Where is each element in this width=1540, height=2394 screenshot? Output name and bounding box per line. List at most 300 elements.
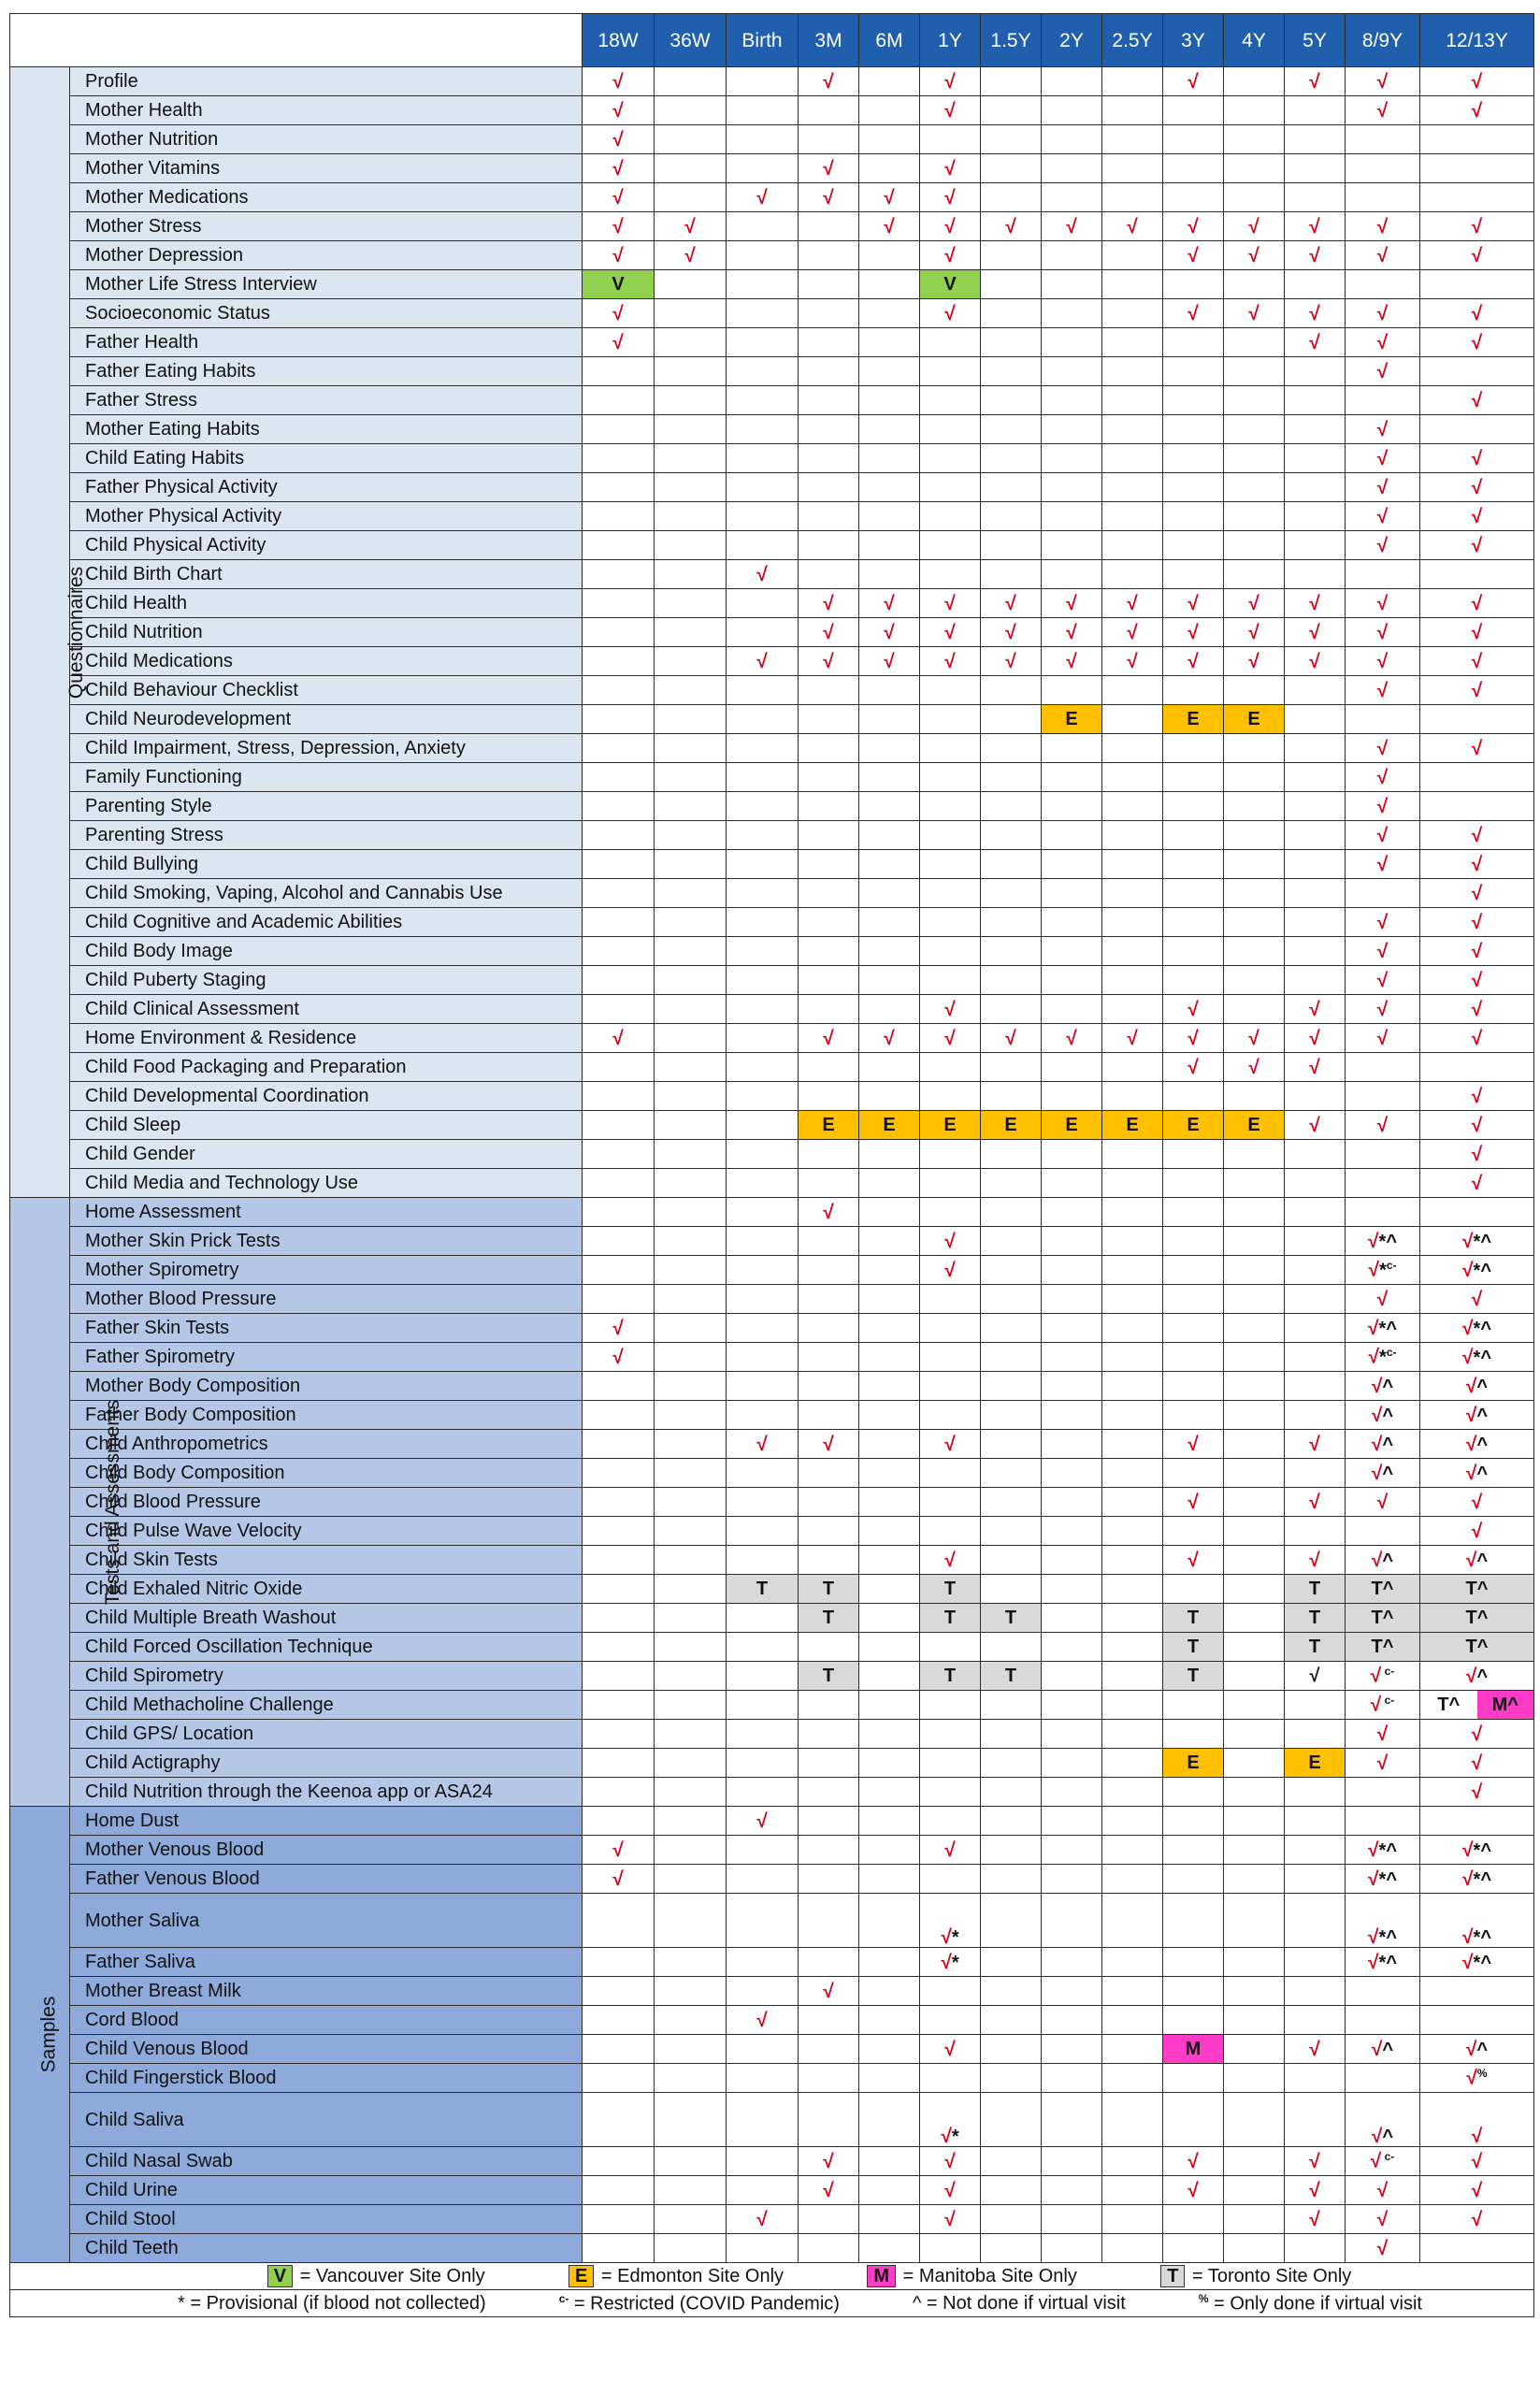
- table-row: [10, 676, 1534, 705]
- schedule-cell: [1285, 1749, 1346, 1778]
- schedule-cell: [583, 1604, 655, 1633]
- table-row: [10, 1140, 1534, 1169]
- header-row: [10, 14, 1534, 67]
- schedule-cell: [1420, 1546, 1534, 1575]
- schedule-cell: [1163, 415, 1224, 444]
- schedule-cell: [799, 2147, 859, 2176]
- schedule-cell: [1285, 1807, 1346, 1836]
- schedule-cell: [583, 328, 655, 357]
- schedule-cell: [583, 1749, 655, 1778]
- schedule-cell: [1163, 647, 1224, 676]
- schedule-cell: [1042, 96, 1102, 125]
- schedule-cell: [1163, 1082, 1224, 1111]
- schedule-cell: [1042, 647, 1102, 676]
- schedule-cell: [655, 1778, 727, 1807]
- schedule-cell: [1163, 1865, 1224, 1894]
- cell-mark: *^: [1378, 1952, 1397, 1973]
- schedule-cell: [583, 444, 655, 473]
- legend-edmonton: E = Edmonton Site Only: [569, 2265, 784, 2287]
- check-mark: √: [1376, 824, 1389, 846]
- schedule-cell: [583, 850, 655, 879]
- schedule-cell: [1346, 1778, 1420, 1807]
- schedule-cell: [981, 618, 1042, 647]
- schedule-cell: [920, 96, 981, 125]
- schedule-cell: [1420, 502, 1534, 531]
- schedule-cell: [1346, 1517, 1420, 1546]
- schedule-cell: [1163, 1633, 1224, 1662]
- schedule-cell: [727, 1459, 799, 1488]
- schedule-cell: [655, 1024, 727, 1053]
- schedule-cell: [583, 299, 655, 328]
- check-mark: √: [1462, 1230, 1474, 1252]
- check-mark: √: [1309, 215, 1320, 238]
- schedule-cell: [727, 676, 799, 705]
- schedule-cell: [920, 1430, 981, 1459]
- schedule-cell: [1102, 2176, 1163, 2205]
- schedule-cell: [920, 1343, 981, 1372]
- schedule-cell: [981, 2205, 1042, 2234]
- schedule-cell: [1224, 1865, 1285, 1894]
- schedule-cell: [920, 1053, 981, 1082]
- schedule-cell: [1285, 1169, 1346, 1198]
- schedule-cell: [1102, 1865, 1163, 1894]
- schedule-cell: [920, 1604, 981, 1633]
- schedule-cell: [655, 995, 727, 1024]
- table-row: [10, 1778, 1534, 1807]
- schedule-cell: [920, 328, 981, 357]
- schedule-cell: [1346, 1256, 1420, 1285]
- table-row: [10, 2205, 1534, 2234]
- schedule-cell: [583, 531, 655, 560]
- schedule-cell: [1163, 1604, 1224, 1633]
- schedule-cell: [1285, 1256, 1346, 1285]
- schedule-cell: [655, 2035, 727, 2064]
- schedule-cell: [1420, 1314, 1534, 1343]
- schedule-cell: [583, 1691, 655, 1720]
- schedule-cell: [1163, 1053, 1224, 1082]
- schedule-cell: [583, 357, 655, 386]
- schedule-cell: [920, 676, 981, 705]
- schedule-cell: [859, 734, 920, 763]
- row-label: Home Assessment: [70, 1198, 583, 1227]
- schedule-cell: [799, 676, 859, 705]
- schedule-cell: [1346, 1372, 1420, 1401]
- check-mark: √: [1376, 1027, 1389, 1049]
- schedule-cell: [981, 444, 1042, 473]
- check-mark: √: [1376, 1723, 1389, 1745]
- table-row: [10, 1314, 1534, 1343]
- schedule-cell: [1042, 2006, 1102, 2035]
- schedule-cell: [1163, 241, 1224, 270]
- schedule-cell: [1346, 1977, 1420, 2006]
- schedule-cell: [799, 270, 859, 299]
- schedule-cell: [1102, 1604, 1163, 1633]
- row-label: Parenting Stress: [70, 821, 583, 850]
- schedule-cell: [1346, 299, 1420, 328]
- check-mark: √: [1371, 1375, 1383, 1397]
- check-mark: √: [1376, 418, 1389, 440]
- schedule-cell: [1163, 2006, 1224, 2035]
- check-mark: √: [1309, 1549, 1320, 1571]
- schedule-cell: [655, 2234, 727, 2263]
- row-label: Child Cognitive and Academic Abilities: [70, 908, 583, 937]
- table-row: [10, 212, 1534, 241]
- schedule-cell: [920, 1401, 981, 1430]
- cell-mark: *^: [1378, 1868, 1397, 1890]
- schedule-cell: [1224, 2093, 1285, 2147]
- schedule-cell: [655, 763, 727, 792]
- schedule-cell: [1102, 1488, 1163, 1517]
- superscript-mark: c-: [1381, 1665, 1395, 1679]
- check-mark: √: [1471, 302, 1483, 324]
- check-mark: √: [1309, 1433, 1320, 1455]
- schedule-cell: [727, 1575, 799, 1604]
- schedule-cell: [799, 1633, 859, 1662]
- schedule-cell: [1224, 415, 1285, 444]
- table-row: [10, 1948, 1534, 1977]
- schedule-cell: [727, 2035, 799, 2064]
- schedule-cell: [1285, 1948, 1346, 1977]
- schedule-cell: [981, 2064, 1042, 2093]
- cell-mark: E: [1247, 709, 1260, 729]
- cell-mark: T: [1187, 1637, 1200, 1657]
- schedule-cell: [1346, 2176, 1420, 2205]
- schedule-cell: [920, 1372, 981, 1401]
- schedule-cell: [583, 2064, 655, 2093]
- schedule-cell: [1163, 1720, 1224, 1749]
- row-label: Child Nasal Swab: [70, 2147, 583, 2176]
- schedule-cell: [1346, 792, 1420, 821]
- row-label: Child Media and Technology Use: [70, 1169, 583, 1198]
- cell-mark: ^: [1382, 1550, 1394, 1571]
- table-row: [10, 2006, 1534, 2035]
- check-mark: √: [756, 186, 768, 209]
- schedule-cell: [583, 1546, 655, 1575]
- check-mark: √: [1471, 505, 1483, 527]
- schedule-cell: [981, 1111, 1042, 1140]
- schedule-cell: [799, 1720, 859, 1749]
- schedule-cell: [1420, 1111, 1534, 1140]
- schedule-cell: [1224, 1198, 1285, 1227]
- schedule-cell: [920, 2176, 981, 2205]
- row-label: Child Urine: [70, 2176, 583, 2205]
- schedule-cell: [920, 1894, 981, 1948]
- schedule-cell: [1420, 1459, 1534, 1488]
- schedule-cell: [1163, 879, 1224, 908]
- schedule-cell: [920, 2006, 981, 2035]
- schedule-cell: [583, 2147, 655, 2176]
- schedule-cell: [1163, 1169, 1224, 1198]
- schedule-cell: [1042, 502, 1102, 531]
- schedule-cell: [1224, 966, 1285, 995]
- schedule-cell: [859, 270, 920, 299]
- schedule-cell: [1420, 531, 1534, 560]
- schedule-cell: [655, 1488, 727, 1517]
- schedule-cell: [1420, 328, 1534, 357]
- cell-mark: T: [1187, 1666, 1200, 1686]
- schedule-cell: [1420, 705, 1534, 734]
- schedule-cell: [583, 1948, 655, 1977]
- schedule-cell: [1420, 908, 1534, 937]
- schedule-cell: [981, 560, 1042, 589]
- schedule-cell: [727, 2006, 799, 2035]
- schedule-cell: [1285, 589, 1346, 618]
- schedule-cell: [859, 241, 920, 270]
- schedule-table: [9, 13, 1534, 2317]
- schedule-cell: [727, 2093, 799, 2147]
- schedule-cell: [1163, 1343, 1224, 1372]
- schedule-cell: [859, 2006, 920, 2035]
- schedule-cell: [655, 1948, 727, 1977]
- check-mark: √: [756, 563, 768, 585]
- check-mark: √: [823, 2179, 834, 2201]
- column-header: 4Y: [1224, 14, 1285, 67]
- schedule-cell: [1224, 2035, 1285, 2064]
- schedule-cell: [655, 1807, 727, 1836]
- schedule-cell: [1042, 67, 1102, 96]
- schedule-cell: [1420, 1778, 1534, 1807]
- schedule-cell: [981, 1894, 1042, 1948]
- schedule-cell: [1042, 705, 1102, 734]
- schedule-cell: [1285, 1720, 1346, 1749]
- schedule-cell: [799, 560, 859, 589]
- check-mark: √: [1309, 70, 1320, 93]
- schedule-cell: [1163, 2205, 1224, 2234]
- schedule-cell: [981, 357, 1042, 386]
- schedule-cell: [859, 2035, 920, 2064]
- check-mark: √: [1471, 476, 1483, 498]
- check-mark: √: [1248, 1056, 1259, 1078]
- schedule-cell: [1042, 1546, 1102, 1575]
- schedule-cell: [1042, 2205, 1102, 2234]
- check-mark: √: [1127, 1027, 1138, 1049]
- schedule-cell: [655, 183, 727, 212]
- check-mark: √: [1127, 592, 1138, 614]
- schedule-cell: [981, 1285, 1042, 1314]
- schedule-cell: [1163, 1372, 1224, 1401]
- schedule-cell: [1285, 444, 1346, 473]
- schedule-cell: [583, 734, 655, 763]
- check-mark: √: [612, 1868, 624, 1890]
- schedule-cell: [1420, 937, 1534, 966]
- check-mark: √: [944, 650, 956, 672]
- schedule-cell: [727, 1865, 799, 1894]
- schedule-cell: [1285, 1227, 1346, 1256]
- schedule-cell: [1420, 1836, 1534, 1865]
- check-mark: √: [1370, 1694, 1382, 1716]
- schedule-cell: [859, 560, 920, 589]
- schedule-cell: [920, 502, 981, 531]
- schedule-cell: [1420, 1865, 1534, 1894]
- schedule-cell: [799, 1977, 859, 2006]
- schedule-cell: [859, 96, 920, 125]
- cell-mark: *^: [1473, 1839, 1491, 1861]
- schedule-cell: [1285, 415, 1346, 444]
- schedule-cell: [1346, 1401, 1420, 1430]
- cell-mark: ^: [1476, 1550, 1489, 1571]
- check-mark: √: [1127, 215, 1138, 238]
- check-mark: √: [823, 70, 834, 93]
- schedule-cell: [1285, 1459, 1346, 1488]
- check-mark: √: [944, 99, 956, 122]
- schedule-cell: [1163, 1546, 1224, 1575]
- schedule-cell: [859, 1169, 920, 1198]
- schedule-cell: [583, 1720, 655, 1749]
- schedule-cell: [1102, 647, 1163, 676]
- row-label: Mother Venous Blood: [70, 1836, 583, 1865]
- cell-mark: E: [1004, 1115, 1017, 1135]
- schedule-cell: [1042, 1053, 1102, 1082]
- schedule-cell: [583, 618, 655, 647]
- check-mark: √: [1376, 302, 1389, 324]
- check-mark: √: [823, 1201, 834, 1223]
- table-row: [10, 2147, 1534, 2176]
- check-mark: √: [1471, 447, 1483, 469]
- badge-m: M: [867, 2265, 896, 2287]
- schedule-cell: [981, 1546, 1042, 1575]
- row-label: Mother Breast Milk: [70, 1977, 583, 2006]
- schedule-cell: [1163, 1517, 1224, 1546]
- check-mark: √: [1376, 737, 1389, 759]
- schedule-cell: [1102, 589, 1163, 618]
- schedule-cell: [981, 415, 1042, 444]
- table-row: [10, 1546, 1534, 1575]
- schedule-cell: [727, 328, 799, 357]
- schedule-cell: [1346, 2234, 1420, 2263]
- schedule-cell: [1042, 328, 1102, 357]
- check-mark: √: [612, 215, 624, 238]
- schedule-cell: [1224, 995, 1285, 1024]
- schedule-cell: [1420, 1977, 1534, 2006]
- schedule-cell: [1042, 241, 1102, 270]
- check-mark: √: [1309, 1491, 1320, 1513]
- schedule-cell: [1102, 1977, 1163, 2006]
- schedule-cell: [981, 1575, 1042, 1604]
- check-mark: √: [756, 2208, 768, 2230]
- row-label: Mother Spirometry: [70, 1256, 583, 1285]
- schedule-cell: [799, 1198, 859, 1227]
- table-row: [10, 1604, 1534, 1633]
- schedule-cell: [1346, 1894, 1420, 1948]
- schedule-cell: [1285, 966, 1346, 995]
- schedule-cell: [981, 1633, 1042, 1662]
- schedule-cell: [1102, 937, 1163, 966]
- check-mark: √: [1471, 1172, 1483, 1194]
- schedule-cell: [1102, 299, 1163, 328]
- schedule-cell: [799, 2035, 859, 2064]
- schedule-cell: [655, 1314, 727, 1343]
- schedule-cell: [1420, 125, 1534, 154]
- schedule-cell: [859, 676, 920, 705]
- cell-mark: T^: [1465, 1637, 1489, 1657]
- schedule-cell: [1102, 1836, 1163, 1865]
- check-mark: √: [1248, 650, 1259, 672]
- schedule-cell: [1163, 734, 1224, 763]
- schedule-cell: [1042, 125, 1102, 154]
- schedule-cell: [1163, 850, 1224, 879]
- schedule-cell: [799, 618, 859, 647]
- schedule-cell: [1346, 1198, 1420, 1227]
- schedule-cell: [727, 1662, 799, 1691]
- schedule-cell: [1346, 531, 1420, 560]
- check-mark: √: [1376, 969, 1389, 991]
- schedule-cell: [981, 2176, 1042, 2205]
- row-label: Child Teeth: [70, 2234, 583, 2263]
- schedule-cell: [1285, 1633, 1346, 1662]
- schedule-cell: [1285, 792, 1346, 821]
- schedule-cell: [859, 473, 920, 502]
- schedule-cell: [1346, 1633, 1420, 1662]
- schedule-cell: [859, 444, 920, 473]
- schedule-cell: [583, 1111, 655, 1140]
- check-mark: √: [1248, 592, 1259, 614]
- schedule-cell: [727, 995, 799, 1024]
- table-row: [10, 1691, 1534, 1720]
- schedule-cell: [920, 1140, 981, 1169]
- schedule-cell: [655, 531, 727, 560]
- schedule-cell: [799, 2006, 859, 2035]
- check-mark: √: [823, 186, 834, 209]
- schedule-cell: [655, 473, 727, 502]
- schedule-cell: [655, 1546, 727, 1575]
- table-row: [10, 966, 1534, 995]
- row-label: Child Puberty Staging: [70, 966, 583, 995]
- schedule-cell: [1102, 357, 1163, 386]
- schedule-cell: [1285, 879, 1346, 908]
- schedule-cell: [1224, 1836, 1285, 1865]
- schedule-cell: [1102, 879, 1163, 908]
- schedule-cell: [655, 2064, 727, 2093]
- check-mark: √: [823, 2150, 834, 2172]
- table-row: [10, 618, 1534, 647]
- check-mark: √: [1309, 331, 1320, 353]
- schedule-cell: [1346, 212, 1420, 241]
- table-row: [10, 357, 1534, 386]
- schedule-cell: [1102, 502, 1163, 531]
- schedule-cell: [1163, 125, 1224, 154]
- schedule-cell: [981, 1948, 1042, 1977]
- schedule-cell: [583, 270, 655, 299]
- table-row: [10, 444, 1534, 473]
- schedule-cell: [1042, 1140, 1102, 1169]
- schedule-cell: [727, 560, 799, 589]
- schedule-cell: [1224, 1082, 1285, 1111]
- schedule-cell: [1420, 821, 1534, 850]
- schedule-cell: [981, 850, 1042, 879]
- schedule-cell: [1420, 1633, 1534, 1662]
- check-mark: √: [1376, 215, 1389, 238]
- check-mark: √: [1309, 2179, 1320, 2201]
- check-mark: √: [1462, 1868, 1474, 1890]
- superscript-mark: c-: [1381, 2150, 1395, 2164]
- schedule-cell: [1102, 2006, 1163, 2035]
- check-mark: √: [1368, 1839, 1379, 1861]
- check-mark: √: [1376, 766, 1389, 788]
- schedule-cell: [920, 1546, 981, 1575]
- schedule-cell: [1224, 299, 1285, 328]
- schedule-cell: [1102, 1372, 1163, 1401]
- schedule-cell: [859, 589, 920, 618]
- schedule-cell: [981, 2006, 1042, 2035]
- schedule-cell: [1102, 2205, 1163, 2234]
- schedule-cell: [799, 212, 859, 241]
- legend-manitoba: M = Manitoba Site Only: [867, 2265, 1076, 2287]
- check-mark: √: [1376, 2208, 1389, 2230]
- schedule-cell: [1102, 1662, 1163, 1691]
- check-mark: √: [1376, 476, 1389, 498]
- schedule-cell: [799, 1053, 859, 1082]
- schedule-cell: [1224, 1343, 1285, 1372]
